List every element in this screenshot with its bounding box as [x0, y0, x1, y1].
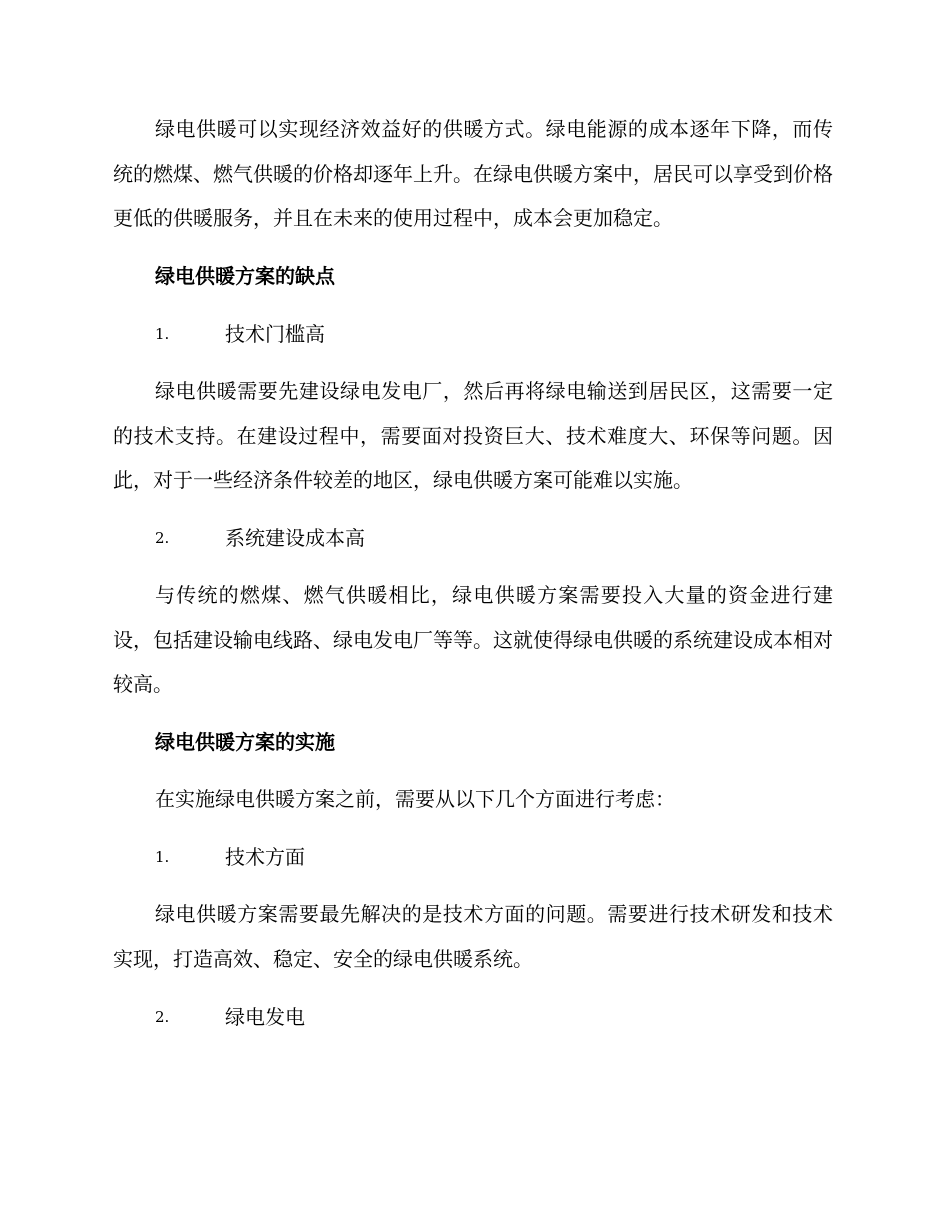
list-label: 技术方面 — [225, 845, 305, 869]
paragraph-implementation-intro: 在实施绿电供暖方案之前，需要从以下几个方面进行考虑： — [155, 787, 675, 811]
heading-implementation: 绿电供暖方案的实施 — [155, 730, 335, 754]
list-number: 1. — [155, 325, 170, 343]
heading-drawbacks: 绿电供暖方案的缺点 — [155, 264, 335, 288]
list-label: 绿电发电 — [225, 1005, 305, 1029]
paragraph-technology: 绿电供暖方案需要最先解决的是技术方面的问题。需要进行技术研发和技术实现，打造高效、稳定、安全的绿电供暖系统。 — [113, 902, 833, 971]
paragraph-build-cost: 与传统的燃煤、燃气供暖相比，绿电供暖方案需要投入大量的资金进行建设，包括建设输电线路、绿电发电厂等等。这就使得绿电供暖的系统建设成本相对较高。 — [113, 583, 833, 696]
list-number: 2. — [155, 529, 170, 547]
list-number: 1. — [155, 848, 170, 866]
list-label: 系统建设成本高 — [225, 526, 365, 550]
list-label: 技术门槛高 — [225, 322, 325, 346]
list-number: 2. — [155, 1008, 170, 1026]
paragraph-tech-threshold: 绿电供暖需要先建设绿电发电厂，然后再将绿电输送到居民区，这需要一定的技术支持。在建设过程中，需要面对投资巨大、技术难度大、环保等问题。因此，对于一些经济条件较差的地区，绿电供暖方案可能难以实施。 — [113, 379, 833, 492]
paragraph-economic-benefit: 绿电供暖可以实现经济效益好的供暖方式。绿电能源的成本逐年下降，而传统的燃煤、燃气供暖的价格却逐年上升。在绿电供暖方案中，居民可以享受到价格更低的供暖服务，并且在未来的使用过程中，成本会更加稳定。 — [113, 117, 833, 230]
